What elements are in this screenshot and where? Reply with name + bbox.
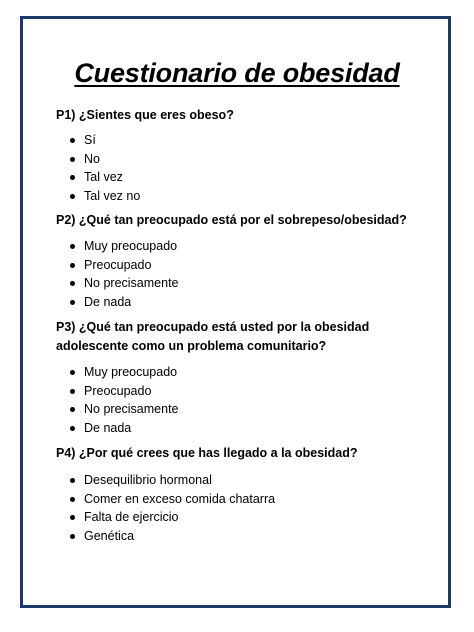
list-item bbox=[68, 293, 179, 312]
bullet-icon bbox=[70, 426, 75, 431]
list-item bbox=[68, 274, 179, 293]
option-label: No precisamente bbox=[84, 276, 179, 290]
list-item bbox=[68, 256, 179, 275]
option-label: Comer en exceso comida chatarra bbox=[84, 491, 276, 506]
option-label: Tal vez bbox=[84, 170, 123, 184]
list-item bbox=[68, 168, 140, 187]
bullet-icon bbox=[70, 244, 75, 249]
list-item bbox=[68, 490, 275, 509]
option-label: Tal vez no bbox=[84, 188, 141, 203]
list-item bbox=[68, 400, 179, 419]
option-label: Preocupado bbox=[84, 383, 152, 398]
bullet-icon bbox=[70, 138, 75, 143]
bullet-icon bbox=[70, 407, 75, 412]
option-label: De nada bbox=[84, 294, 132, 309]
option-label: No precisamente bbox=[84, 402, 179, 416]
option-label: Genética bbox=[84, 528, 135, 543]
option-label: Falta de ejercicio bbox=[84, 510, 179, 524]
bullet-icon bbox=[70, 515, 75, 520]
question-4-options bbox=[68, 471, 275, 545]
option-label: Sí bbox=[84, 133, 96, 147]
list-item bbox=[68, 382, 179, 401]
bullet-icon bbox=[70, 157, 75, 162]
bullet-icon bbox=[70, 389, 75, 394]
option-label: De nada bbox=[84, 420, 132, 435]
document-title: Cuestionario de obesidad bbox=[74, 58, 400, 88]
list-item bbox=[68, 508, 275, 527]
list-item bbox=[68, 131, 140, 150]
bullet-icon bbox=[70, 534, 75, 539]
question-1-options bbox=[68, 131, 140, 205]
list-item bbox=[68, 419, 179, 438]
bullet-icon bbox=[70, 281, 75, 286]
bullet-icon bbox=[70, 194, 75, 199]
bullet-icon bbox=[70, 370, 75, 375]
bullet-icon bbox=[70, 300, 75, 305]
bullet-icon bbox=[70, 497, 75, 502]
list-item bbox=[68, 363, 179, 382]
option-label: Preocupado bbox=[84, 257, 152, 272]
option-label: No bbox=[84, 151, 100, 166]
option-label: Muy preocupado bbox=[84, 365, 178, 379]
list-item bbox=[68, 527, 275, 546]
question-3-options bbox=[68, 363, 179, 437]
list-item bbox=[68, 150, 140, 169]
bullet-icon bbox=[70, 175, 75, 180]
bullet-icon bbox=[70, 478, 75, 483]
question-4: P4) ¿Por qué crees que has llegado a la obesidad? bbox=[56, 446, 358, 460]
question-2: P2) ¿Qué tan preocupado está por el sobrepeso/obesidad? bbox=[56, 213, 407, 227]
bullet-icon bbox=[70, 263, 75, 268]
question-2-options bbox=[68, 237, 179, 311]
list-item bbox=[68, 237, 179, 256]
option-label: Desequilibrio hormonal bbox=[84, 473, 212, 487]
question-3: P3) ¿Qué tan preocupado está usted por la obesidad adolescente como un problema comunitario? bbox=[56, 320, 370, 353]
list-item bbox=[68, 471, 275, 490]
question-1: P1) ¿Sientes que eres obeso? bbox=[56, 108, 234, 122]
list-item bbox=[68, 187, 140, 206]
option-label: Muy preocupado bbox=[84, 239, 178, 253]
